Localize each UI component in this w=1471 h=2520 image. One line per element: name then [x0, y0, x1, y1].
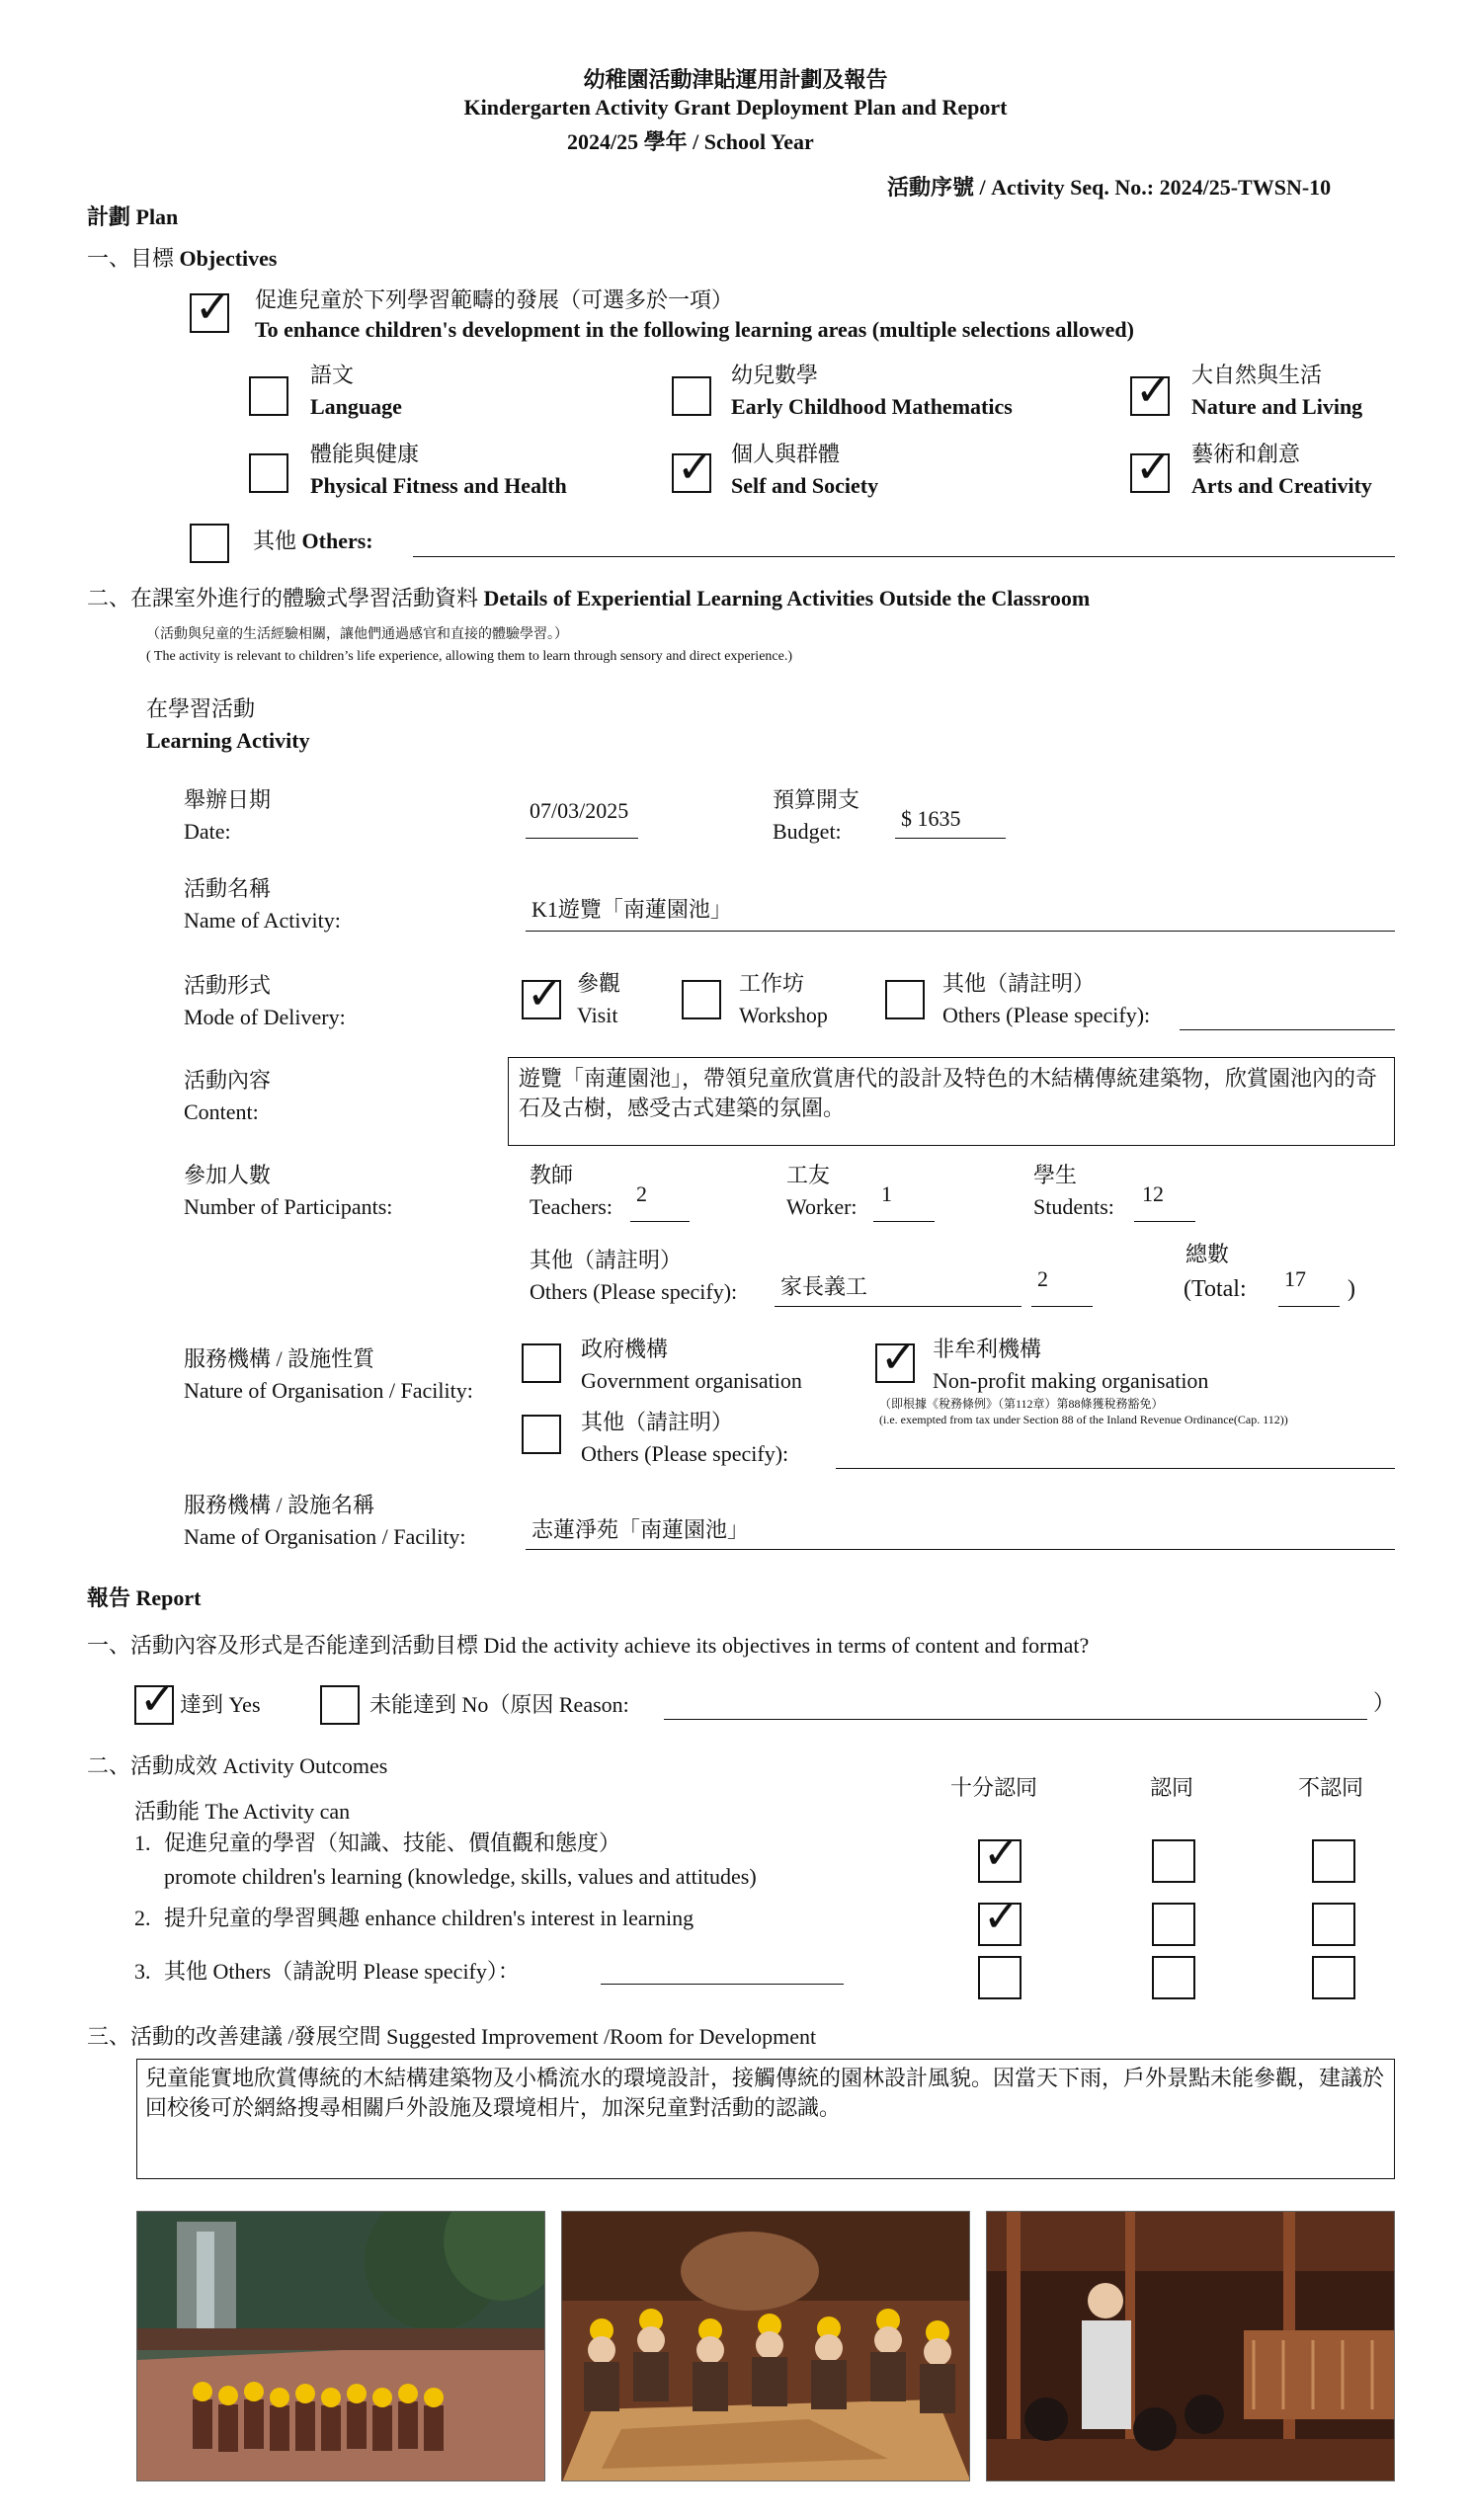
photo-garden-group-image	[137, 2212, 545, 2481]
participants-label-en: Number of Participants:	[184, 1194, 393, 1219]
mode-others-field[interactable]	[1180, 1029, 1395, 1030]
participants-others-count: 2	[1037, 1266, 1048, 1291]
total-field[interactable]	[1278, 1306, 1340, 1307]
students-value: 12	[1142, 1181, 1164, 1206]
nature-others-zh: 其他（請註明）	[581, 1410, 734, 1434]
photo-garden-group	[136, 2211, 545, 2481]
outcome-1-agree-checkbox[interactable]	[1152, 1839, 1195, 1883]
objective-main-checkbox[interactable]	[190, 283, 231, 333]
nature-gov-zh: 政府機構	[581, 1337, 669, 1361]
nature-others-en: Others (Please specify):	[581, 1441, 789, 1466]
outcomes-heading: 二、活動成效 Activity Outcomes	[87, 1753, 388, 1778]
area-physical-en: Physical Fitness and Health	[310, 473, 567, 498]
report-no-label: 未能達到 No（原因 Reason:	[369, 1692, 629, 1717]
budget-label-zh: 預算開支	[773, 787, 860, 812]
date-label-en: Date:	[184, 819, 231, 844]
improve-heading: 三、活動的改善建議 /發展空間 Suggested Improvement /Room for Development	[87, 2024, 817, 2049]
report-yes-checkbox[interactable]	[134, 1674, 176, 1725]
outcome-2-text: 提升兒童的學習興趣 enhance children's interest in learning	[164, 1906, 695, 1930]
nature-gov-checkbox[interactable]	[522, 1343, 561, 1383]
improve-box[interactable]	[136, 2059, 1395, 2179]
outcome-3-disagree-checkbox[interactable]	[1312, 1956, 1355, 1999]
check-mark-icon: ✓	[1135, 443, 1172, 493]
outcome-2-disagree-checkbox[interactable]	[1312, 1903, 1355, 1946]
nature-npo-checkbox[interactable]	[875, 1333, 917, 1383]
report-q1-zh: 一、活動內容及形式是否能達到活動目標	[87, 1633, 479, 1658]
check-mark-icon: ✓	[527, 969, 563, 1019]
check-mark-icon: ✓	[195, 283, 231, 333]
teachers-value: 2	[636, 1181, 647, 1206]
outcome-3-specify-field[interactable]	[601, 1984, 844, 1985]
nature-label-en: Nature of Organisation / Facility:	[184, 1378, 473, 1403]
activity-name-label-zh: 活動名稱	[184, 876, 272, 901]
scale-strongly-agree: 十分認同	[950, 1775, 1038, 1800]
report-heading: 報告 Report	[87, 1585, 202, 1610]
photo-wooden-hall	[986, 2211, 1395, 2481]
activity-seq	[887, 174, 1331, 202]
teachers-label-zh: 教師	[530, 1163, 574, 1187]
check-mark-icon: ✓	[677, 443, 713, 493]
outcome-1-disagree-checkbox[interactable]	[1312, 1839, 1355, 1883]
nature-npo-note-zh: （即根據《稅務條例》（第112章）第88條獲稅務豁免）	[879, 1397, 1164, 1411]
nature-npo-zh: 非牟利機構	[933, 1337, 1042, 1361]
photo-wooden-hall-image	[987, 2212, 1395, 2481]
objectives-heading-en: Objectives	[179, 246, 278, 271]
plan-heading: 計劃 Plan	[87, 204, 179, 229]
area-self-en: Self and Society	[731, 473, 879, 498]
report-q1-en: Did the activity achieve its objectives in terms of content and format?	[483, 1633, 1090, 1658]
outcome-3-num: 3.	[134, 1959, 151, 1984]
date-field[interactable]	[526, 838, 638, 839]
nature-others-checkbox[interactable]	[522, 1415, 561, 1454]
details-heading-zh: 二、在課室外進行的體驗式學習活動資料	[87, 586, 479, 610]
learning-activity-zh: 在學習活動	[146, 696, 256, 721]
area-arts-checkbox[interactable]	[1130, 443, 1172, 493]
mode-others-checkbox[interactable]	[885, 980, 925, 1019]
outcome-1-num: 1.	[134, 1830, 151, 1855]
total-label-zh: 總數	[1185, 1242, 1230, 1266]
details-note-zh: （活動與兒童的生活經驗相關，讓他們通過感官和直接的體驗學習。）	[146, 627, 568, 642]
scale-agree: 認同	[1150, 1775, 1194, 1800]
objective-others-checkbox[interactable]	[190, 524, 229, 563]
title-zh: 幼稚園活動津貼運用計劃及報告	[583, 67, 888, 92]
activity-seq-value: 2024/25-TWSN-10	[1159, 175, 1332, 200]
photo-rock-model	[561, 2211, 970, 2481]
budget-label-en: Budget:	[773, 819, 842, 844]
area-math-checkbox[interactable]	[672, 376, 711, 416]
nature-label-zh: 服務機構 / 設施性質	[184, 1346, 375, 1371]
area-math-zh: 幼兒數學	[731, 363, 819, 387]
school-year	[567, 128, 814, 156]
report-no-close: ）	[1373, 1690, 1396, 1715]
outcome-3-strongly-agree-checkbox[interactable]	[978, 1956, 1022, 1999]
outcome-2-strongly-agree-checkbox[interactable]	[978, 1892, 1022, 1946]
outcome-3-text: 其他 Others（請說明 Please specify）：	[164, 1959, 520, 1984]
area-physical-checkbox[interactable]	[249, 453, 288, 493]
total-label-en: (Total:	[1184, 1276, 1247, 1302]
photo-rock-model-image	[562, 2212, 970, 2481]
area-arts-en: Arts and Creativity	[1191, 473, 1372, 498]
teachers-field[interactable]	[630, 1221, 690, 1222]
students-field[interactable]	[1134, 1221, 1195, 1222]
content-value: 遊覽「南蓮園池」，帶領兒童欣賞唐代的設計及特色的木結構傳統建築物，欣賞園池內的奇石及古樹，感受古式建築的氛圍。	[519, 1066, 1378, 1120]
mode-workshop-checkbox[interactable]	[682, 980, 721, 1019]
school-year-value: 2024/25	[567, 129, 639, 154]
participants-others-zh: 其他（請註明）	[530, 1248, 683, 1272]
outcome-2-num: 2.	[134, 1906, 151, 1930]
mode-others-zh: 其他（請註明）	[942, 971, 1096, 996]
area-nature-zh: 大自然與生活	[1191, 363, 1323, 387]
mode-workshop-zh: 工作坊	[739, 971, 805, 996]
learning-activity-en: Learning Activity	[146, 728, 310, 753]
participants-others-field[interactable]	[775, 1306, 1022, 1307]
outcome-1-en: promote children's learning (knowledge, skills, values and attitudes)	[164, 1864, 757, 1889]
area-language-en: Language	[310, 394, 402, 419]
mode-workshop-en: Workshop	[739, 1003, 828, 1027]
nature-npo-note-en: (i.e. exempted from tax under Section 88 of the Inland Revenue Ordinance(Cap. 112))	[879, 1413, 1288, 1426]
worker-label-en: Worker:	[786, 1194, 858, 1219]
total-value: 17	[1284, 1266, 1306, 1291]
objective-others-line[interactable]	[413, 556, 1395, 557]
participants-others-en: Others (Please specify):	[530, 1279, 738, 1304]
total-close: )	[1348, 1276, 1355, 1302]
org-name-field[interactable]	[526, 1549, 1395, 1550]
outcomes-intro: 活動能 The Activity can	[134, 1799, 351, 1824]
area-language-zh: 語文	[310, 363, 355, 387]
report-yes-label: 達到 Yes	[180, 1692, 261, 1717]
mode-visit-en: Visit	[577, 1003, 618, 1027]
participants-label-zh: 參加人數	[184, 1163, 272, 1187]
nature-npo-en: Non-profit making organisation	[933, 1368, 1209, 1393]
activity-name-label-en: Name of Activity:	[184, 908, 341, 933]
check-mark-icon: ✓	[880, 1333, 917, 1383]
date-label-zh: 舉辦日期	[184, 787, 272, 812]
teachers-label-en: Teachers:	[530, 1194, 613, 1219]
objectives-heading	[87, 245, 277, 273]
objective-main-zh: 促進兒童於下列學習範疇的發展（可選多於一項）	[255, 287, 734, 312]
area-math-en: Early Childhood Mathematics	[731, 394, 1013, 419]
content-label-en: Content:	[184, 1099, 259, 1124]
check-mark-icon: ✓	[139, 1674, 176, 1725]
report-no-reason-field[interactable]	[664, 1719, 1367, 1720]
outcome-1-zh: 促進兒童的學習（知識、技能、價值觀和態度）	[164, 1830, 621, 1855]
nature-others-field[interactable]	[836, 1468, 1395, 1469]
budget-value: $ 1635	[901, 806, 961, 831]
budget-field[interactable]	[895, 838, 1006, 839]
details-heading	[87, 585, 1090, 612]
activity-name-field[interactable]	[526, 931, 1395, 932]
worker-value: 1	[881, 1181, 892, 1206]
content-label-zh: 活動內容	[184, 1068, 272, 1093]
outcome-2-agree-checkbox[interactable]	[1152, 1903, 1195, 1946]
org-name-label-en: Name of Organisation / Facility:	[184, 1524, 466, 1549]
participants-others-count-field[interactable]	[1031, 1306, 1093, 1307]
scale-disagree: 不認同	[1298, 1775, 1364, 1800]
students-label-zh: 學生	[1033, 1163, 1078, 1187]
check-mark-icon: ✓	[1135, 366, 1172, 416]
area-nature-checkbox[interactable]	[1130, 366, 1172, 416]
title-en: Kindergarten Activity Grant Deployment Plan and Report	[463, 95, 1008, 120]
area-self-zh: 個人與群體	[731, 442, 841, 466]
nature-gov-en: Government organisation	[581, 1368, 802, 1393]
content-box[interactable]	[508, 1057, 1395, 1146]
date-value: 07/03/2025	[530, 798, 629, 823]
outcome-1-strongly-agree-checkbox[interactable]	[978, 1829, 1022, 1883]
report-q1	[87, 1632, 1089, 1660]
area-nature-en: Nature and Living	[1191, 394, 1363, 419]
worker-label-zh: 工友	[786, 1163, 831, 1187]
improve-text: 兒童能實地欣賞傳統的木結構建築物及小橋流水的環境設計，接觸傳統的園林設計風貌。因當天下雨，戶外景點未能參觀，建議於回校後可於網絡搜尋相關戶外設施及環境相片，加深兒童對活動的認識。	[145, 2066, 1385, 2120]
school-year-label: 學年 / School Year	[643, 129, 814, 154]
objectives-heading-zh: 一、目標	[87, 246, 175, 271]
org-name-label-zh: 服務機構 / 設施名稱	[184, 1493, 375, 1517]
activity-name-value: K1遊覽「南蓮園池」	[531, 897, 732, 922]
students-label-en: Students:	[1033, 1194, 1114, 1219]
mode-others-en: Others (Please specify):	[942, 1003, 1151, 1027]
objective-others-label	[253, 528, 373, 555]
area-language-checkbox[interactable]	[249, 376, 288, 416]
report-no-checkbox[interactable]	[320, 1685, 360, 1725]
mode-visit-checkbox[interactable]	[522, 969, 563, 1019]
details-note-en: ( The activity is relevant to children’s life experience, allowing them to learn through sensory and direct experience.)	[146, 649, 793, 664]
participants-others-value: 家長義工	[780, 1274, 868, 1299]
worker-field[interactable]	[873, 1221, 935, 1222]
area-self-checkbox[interactable]	[672, 443, 713, 493]
mode-visit-zh: 參觀	[577, 971, 621, 996]
objective-main-en: To enhance children's development in the following learning areas (multiple selections allowed)	[255, 317, 1134, 342]
area-arts-zh: 藝術和創意	[1191, 442, 1301, 466]
objective-others-en: Others:	[301, 528, 373, 553]
activity-seq-label: 活動序號 / Activity Seq. No.:	[887, 175, 1155, 200]
check-mark-icon: ✓	[983, 1829, 1020, 1879]
mode-label-en: Mode of Delivery:	[184, 1005, 346, 1029]
objective-others-zh: 其他	[253, 528, 297, 553]
org-name-value: 志蓮淨苑「南蓮園池」	[531, 1517, 750, 1542]
area-physical-zh: 體能與健康	[310, 442, 420, 466]
outcome-3-agree-checkbox[interactable]	[1152, 1956, 1195, 1999]
mode-label-zh: 活動形式	[184, 973, 272, 998]
check-mark-icon: ✓	[983, 1892, 1020, 1942]
details-heading-en: Details of Experiential Learning Activities Outside the Classroom	[483, 586, 1091, 610]
